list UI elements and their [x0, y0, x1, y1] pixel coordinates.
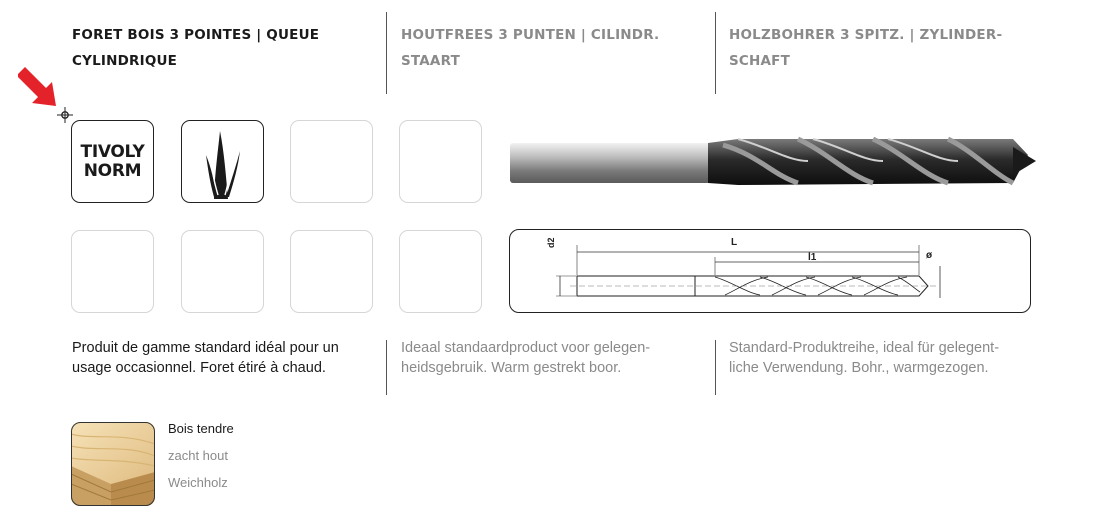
badge-line2: NORM	[83, 161, 142, 181]
description-dutch	[401, 338, 701, 378]
column-divider	[386, 340, 387, 395]
description-german-line2: liche Verwendung. Bohr., warmgezogen.	[729, 360, 989, 376]
heading-dutch-line1: HOUTFREES 3 PUNTEN | CILINDR.	[401, 27, 660, 43]
tivoly-norm-badge	[71, 120, 154, 203]
description-french	[72, 338, 377, 378]
drill-bit-photo	[508, 125, 1038, 195]
description-german	[729, 338, 1049, 378]
technical-drawing	[509, 229, 1031, 313]
empty-tile	[399, 120, 482, 203]
heading-french-line2: CYLINDRIQUE	[72, 53, 178, 69]
empty-tile	[399, 230, 482, 313]
material-german: Weichholz	[168, 475, 228, 490]
badge-line1: TIVOLY	[80, 142, 145, 162]
column-divider	[715, 12, 716, 94]
red-arrow-icon	[16, 66, 64, 110]
dimension-flute-label: l1	[808, 252, 817, 263]
heading-german-line1: HOLZBOHRER 3 SPITZ. | ZYLINDER-	[729, 27, 1003, 43]
description-dutch-line1: Ideaal standaardproduct voor gelegen-	[401, 340, 651, 356]
empty-tile	[290, 230, 373, 313]
heading-french	[72, 22, 372, 74]
heading-german	[729, 22, 1059, 74]
crosshair-icon	[57, 107, 73, 123]
column-divider	[715, 340, 716, 395]
heading-french-line1: FORET BOIS 3 POINTES | QUEUE	[72, 27, 320, 43]
dimension-shank-label: d2	[546, 237, 556, 248]
heading-dutch-line2: STAART	[401, 53, 460, 69]
description-french-line2: usage occasionnel. Foret étiré à chaud.	[72, 360, 326, 376]
dimension-length-label: L	[731, 237, 738, 248]
heading-german-line2: SCHAFT	[729, 53, 791, 69]
description-german-line1: Standard-Produktreihe, ideal für gelegent-	[729, 340, 1000, 356]
empty-tile	[181, 230, 264, 313]
material-french: Bois tendre	[168, 421, 234, 436]
description-dutch-line2: heidsgebruik. Warm gestrekt boor.	[401, 360, 622, 376]
material-dutch: zacht hout	[168, 448, 228, 463]
empty-tile	[71, 230, 154, 313]
three-point-tip-tile	[181, 120, 264, 203]
empty-tile	[290, 120, 373, 203]
heading-dutch	[401, 22, 706, 74]
technical-drawing-svg	[510, 230, 1032, 314]
description-french-line1: Produit de gamme standard idéal pour un	[72, 340, 339, 356]
dimension-diameter-label: ø	[926, 250, 933, 261]
softwood-material-image	[71, 422, 155, 506]
three-point-tip-icon	[182, 121, 265, 204]
column-divider	[386, 12, 387, 94]
